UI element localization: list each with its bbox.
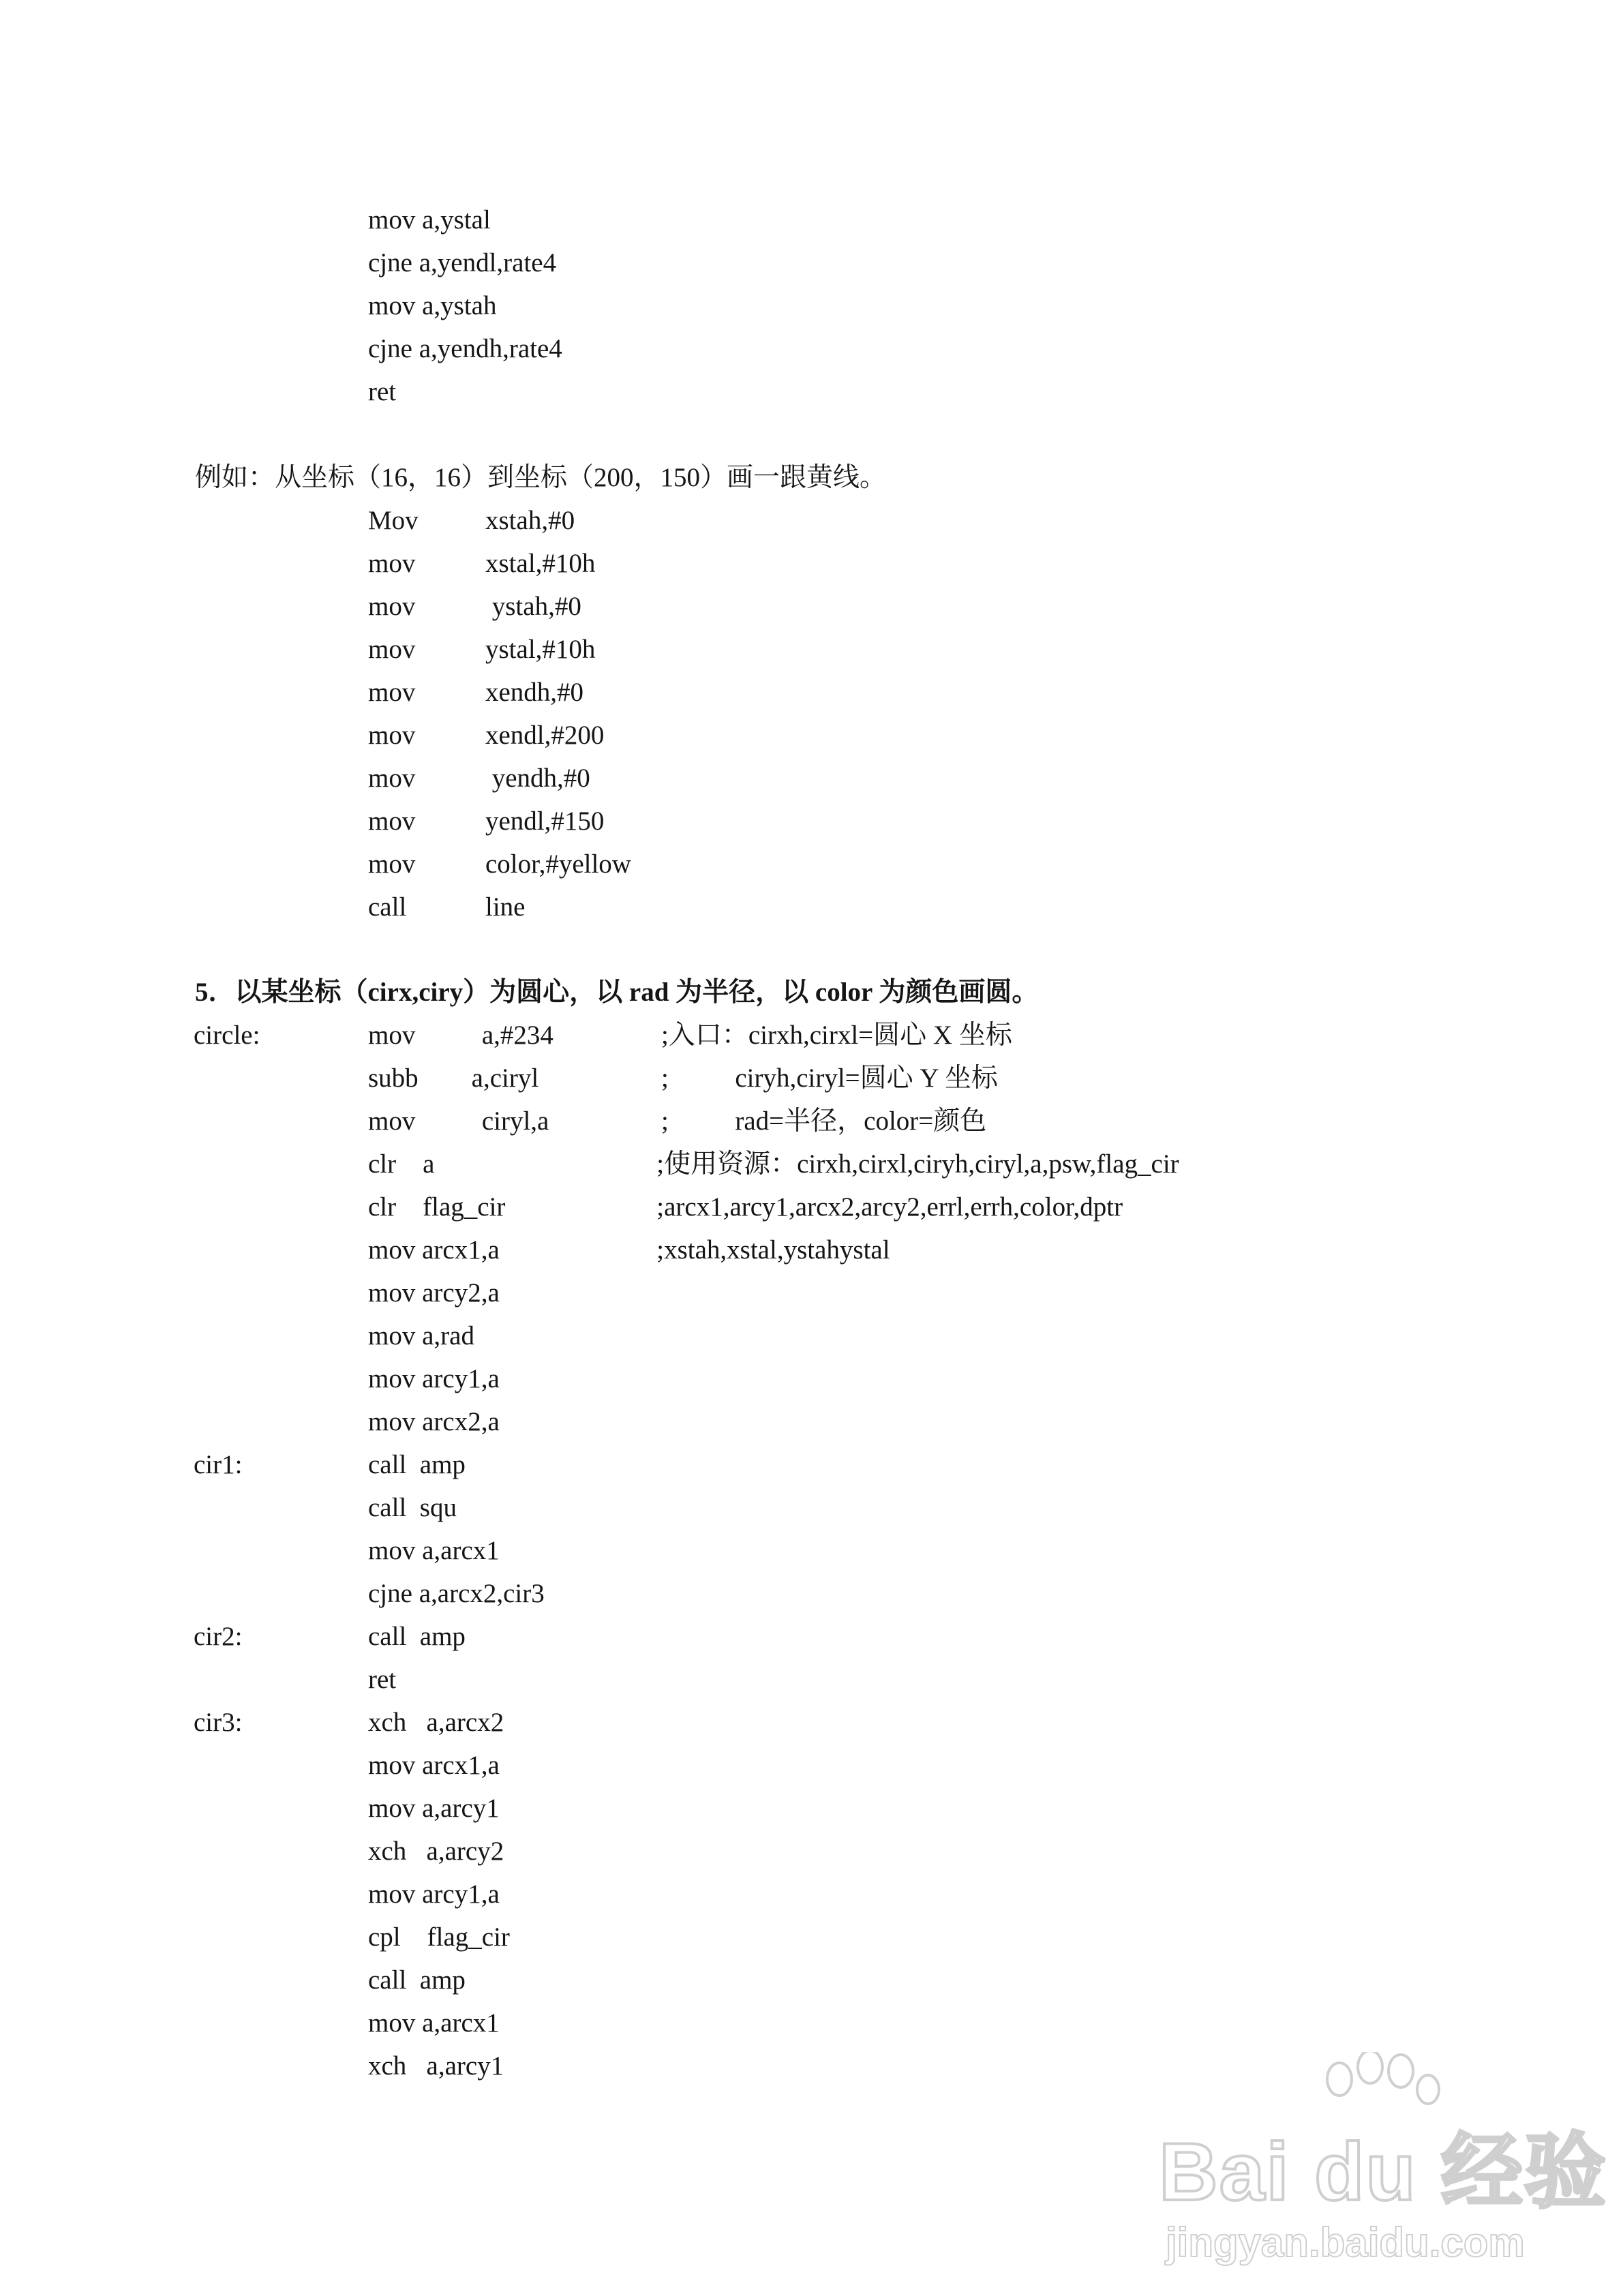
code-line (368, 586, 581, 628)
code-line: mov arcy2,a (368, 1278, 500, 1308)
code-arg: color,#yellow (485, 849, 631, 879)
code-comment: ;arcx1,arcy1,arcx2,arcy2,errl,errh,color,dptr (610, 1192, 1123, 1222)
code-line: mov arcy1,a (368, 1879, 500, 1909)
code-line: mov a,arcy1 (368, 1794, 500, 1823)
code-label: circle: (194, 1021, 260, 1050)
code-op: mov (368, 549, 416, 578)
code-line (368, 800, 605, 843)
code-arg: ystah,#0 (485, 592, 581, 621)
code-arg: xstah,#0 (485, 506, 575, 535)
code-line: cjne a,yendl,rate4 (368, 248, 557, 277)
code-line (368, 714, 605, 757)
code-line: xch a,arcx2 (368, 1708, 504, 1737)
code-line: mov a,ystal (368, 205, 491, 235)
baidu-watermark (1159, 2052, 1608, 2277)
code-comment: ;入口：cirxh,cirxl=圆心 X 坐标 (661, 1021, 1012, 1050)
code-line: mov a,#234 (368, 1021, 553, 1050)
code-line: mov ciryl,a (368, 1106, 549, 1136)
code-arg: xendl,#200 (485, 721, 605, 750)
code-op: mov (368, 764, 416, 793)
section-heading: 5．以某坐标（cirx,ciry）为圆心，以 rad 为半径，以 color 为颜色画圆。 (195, 978, 1039, 1007)
code-line: subb a,ciryl (368, 1063, 539, 1093)
code-line: xch a,arcy1 (368, 2051, 504, 2081)
code-arg: yendh,#0 (485, 764, 590, 793)
code-label: cir2: (194, 1622, 243, 1651)
code-line (368, 757, 590, 800)
code-line: xch a,arcy2 (368, 1837, 504, 1866)
code-op: mov (368, 721, 416, 750)
code-line: cjne a,arcx2,cir3 (368, 1579, 545, 1608)
code-line: call squ (368, 1493, 457, 1522)
code-line (368, 500, 575, 542)
code-arg: ystal,#10h (485, 635, 596, 664)
example-heading: 例如：从坐标（16，16）到坐标（200，150）画一跟黄线。 (195, 463, 887, 492)
code-line: clr flag_cir (368, 1192, 506, 1222)
code-comment: ; ciryh,ciryl=圆心 Y 坐标 (661, 1063, 998, 1093)
code-comment: ;xstah,xstal,ystahystal (610, 1235, 890, 1265)
code-line: call amp (368, 1450, 466, 1479)
code-line (368, 671, 584, 714)
code-op: mov (368, 592, 416, 621)
code-line: call amp (368, 1622, 466, 1651)
code-line: mov arcx2,a (368, 1407, 500, 1436)
code-arg: yendl,#150 (485, 806, 605, 836)
code-line (368, 886, 526, 928)
code-line (368, 543, 596, 585)
code-op: mov (368, 678, 416, 707)
code-op: mov (368, 635, 416, 664)
code-label: cir1: (194, 1450, 243, 1479)
code-label: cir3: (194, 1708, 243, 1737)
code-line: ret (368, 377, 397, 406)
code-op: call (368, 892, 407, 922)
code-arg: xstal,#10h (485, 549, 596, 578)
code-line: mov arcy1,a (368, 1364, 500, 1393)
code-line: mov arcx1,a (368, 1751, 500, 1780)
code-op: mov (368, 806, 416, 836)
code-arg: line (485, 892, 526, 922)
code-line: cjne a,yendh,rate4 (368, 334, 562, 363)
code-line: clr a (368, 1149, 435, 1179)
code-line: mov a,arcx1 (368, 1536, 500, 1565)
code-line: mov arcx1,a (368, 1235, 500, 1265)
code-line: mov a,rad (368, 1321, 474, 1350)
code-comment: ; rad=半径，color=颜色 (661, 1106, 987, 1136)
code-op: Mov (368, 506, 419, 535)
watermark-url: jingyan.baidu.com (1166, 2220, 1525, 2265)
code-line (368, 843, 631, 886)
code-comment: ;使用资源：cirxh,cirxl,ciryh,ciryl,a,psw,flag_cir (610, 1149, 1179, 1179)
code-line: mov a,arcx1 (368, 2008, 500, 2038)
watermark-brand: Bai du 经验 (1159, 2126, 1608, 2218)
code-line: ret (368, 1665, 397, 1694)
code-line: call amp (368, 1965, 466, 1995)
code-op: mov (368, 849, 416, 879)
code-line: mov a,ystah (368, 291, 497, 320)
code-line: cpl flag_cir (368, 1922, 510, 1952)
code-arg: xendh,#0 (485, 678, 584, 707)
code-line (368, 629, 596, 671)
